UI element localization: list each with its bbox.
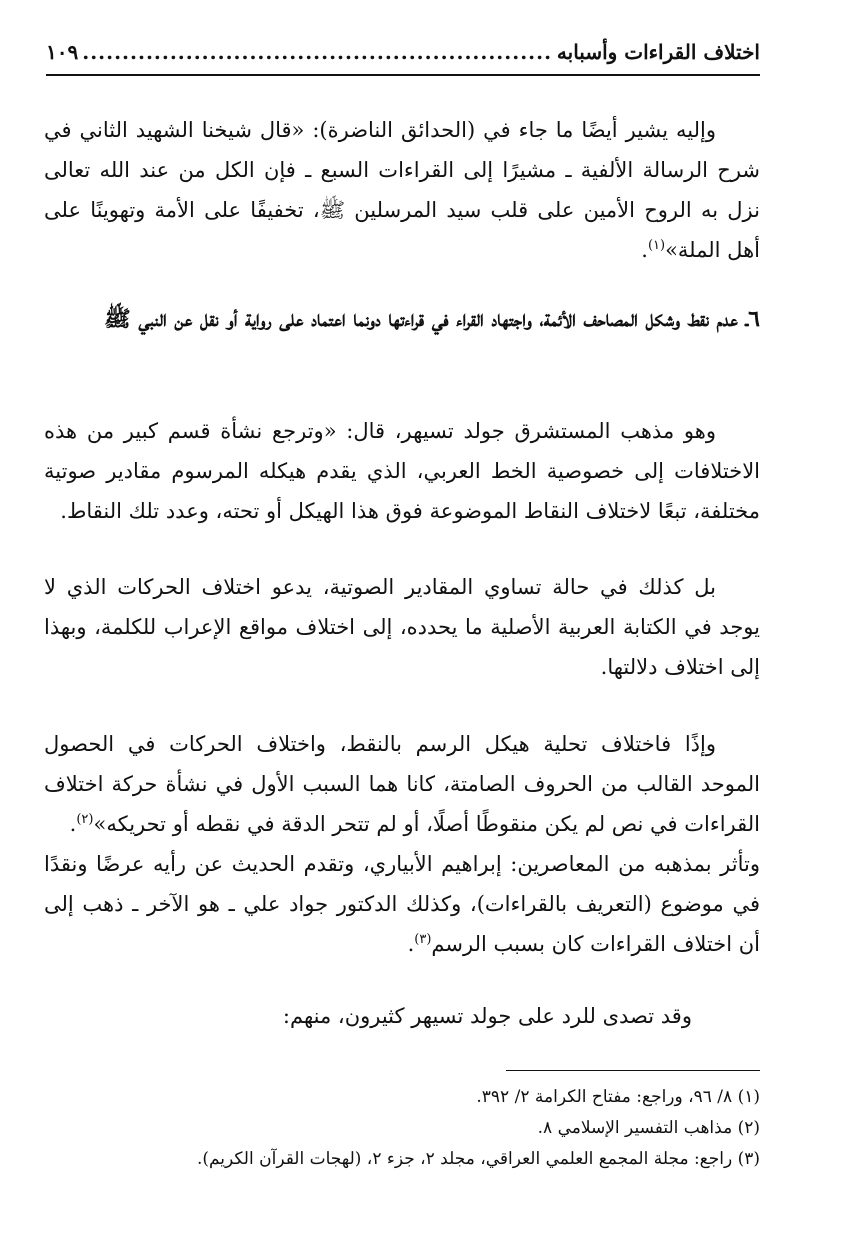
heading-text: ٦ـ عدم نقط وشكل المصاحف الأئمة، واجتهاد القراء في قراءتها دونما اعتماد على رواية أو نقل عن النبي ﷺ <box>104 306 760 332</box>
paragraph-hadaiq-quote <box>44 110 760 270</box>
running-header <box>46 30 760 76</box>
paragraph-text: وهو مذهب المستشرق جولد تسيهر، قال: «وترجع نشأة قسم كبير من هذه الاختلافات إلى خصوصية الخط العربي، الذي يقدم هيكله المرسوم مقادير صوتية مختلفة، تبعًا لاختلاف النقاط الموضوعة فوق هذا الهيكل أو تحته، وعدد تلك النقاط. <box>44 419 760 523</box>
section-heading-6 <box>44 298 760 340</box>
paragraph-text: وتأثر بمذهبه من المعاصرين: إبراهيم الأبياري، وتقدم الحديث عن رأيه عرضًا ونقدًا في موضوع (التعريف بالقراءات)، وكذلك الدكتور جواد علي ـ هو الآخر ـ ذهب إلى أن اختلاف القراءات كان بسبب الرسم <box>44 852 760 956</box>
header-title: اختلاف القراءات وأسبابه <box>556 40 760 64</box>
page-number: ١٠٩ <box>46 40 79 64</box>
footnotes <box>44 1082 760 1175</box>
paragraph-conclusion <box>44 724 760 964</box>
footnote-3: (٣) راجع: مجلة المجمع العلمي العراقي، مجلد ٢، جزء ٢، (لهجات القرآن الكريم). <box>196 1149 760 1169</box>
paragraph-goldziher-quote <box>44 411 760 531</box>
header-leader-dots <box>82 40 553 64</box>
end-mark: . <box>641 238 648 262</box>
footnote-ref-2: (٢) <box>76 812 94 827</box>
paragraph-responders <box>44 996 760 1036</box>
end-mark: . <box>69 812 77 836</box>
paragraph-vowels <box>44 567 760 687</box>
paragraph-text: وإذًا فاختلاف تحلية هيكل الرسم بالنقط، واختلاف الحركات في الحصول الموحد القالب من الحروف الصامتة، كانا هما السبب الأول في نشأة حركة اختلاف القراءات في نص لم يكن منقوطًا أصلًا، أو لم تتحر الدقة في نقطه أو تحريكه» <box>44 732 760 836</box>
footnote-divider <box>506 1070 760 1071</box>
end-mark: . <box>407 932 415 956</box>
footnote-2: (٢) مذاهب التفسير الإسلامي ٨. <box>537 1118 760 1138</box>
footnote-ref-3: (٣) <box>414 932 432 947</box>
footnote-ref-1: (١) <box>647 238 666 253</box>
paragraph-text: وإليه يشير أيضًا ما جاء في (الحدائق الناضرة): «قال شيخنا الشهيد الثاني في شرح الرسالة الألفية ـ مشيرًا إلى القراءات السبع ـ فإن الكل من عند الله تعالى نزل به الروح الأمين على قلب سيد المرسلين ﷺ، تخفيفًا على الأمة وتهوينًا على أهل الملة» <box>44 118 760 262</box>
paragraph-text: وقد تصدى للرد على جولد تسيهر كثيرون، منهم: <box>282 1004 692 1028</box>
footnote-1: (١) ٨/ ٩٦، وراجع: مفتاح الكرامة ٢/ ٣٩٢. <box>476 1087 760 1107</box>
paragraph-text: بل كذلك في حالة تساوي المقادير الصوتية، يدعو اختلاف الحركات الذي لا يوجد في الكتابة العربية الأصلية ما يحدده، إلى اختلاف مواقع الإعراب للكلمة، وبهذا إلى اختلاف دلالتها. <box>44 575 760 679</box>
